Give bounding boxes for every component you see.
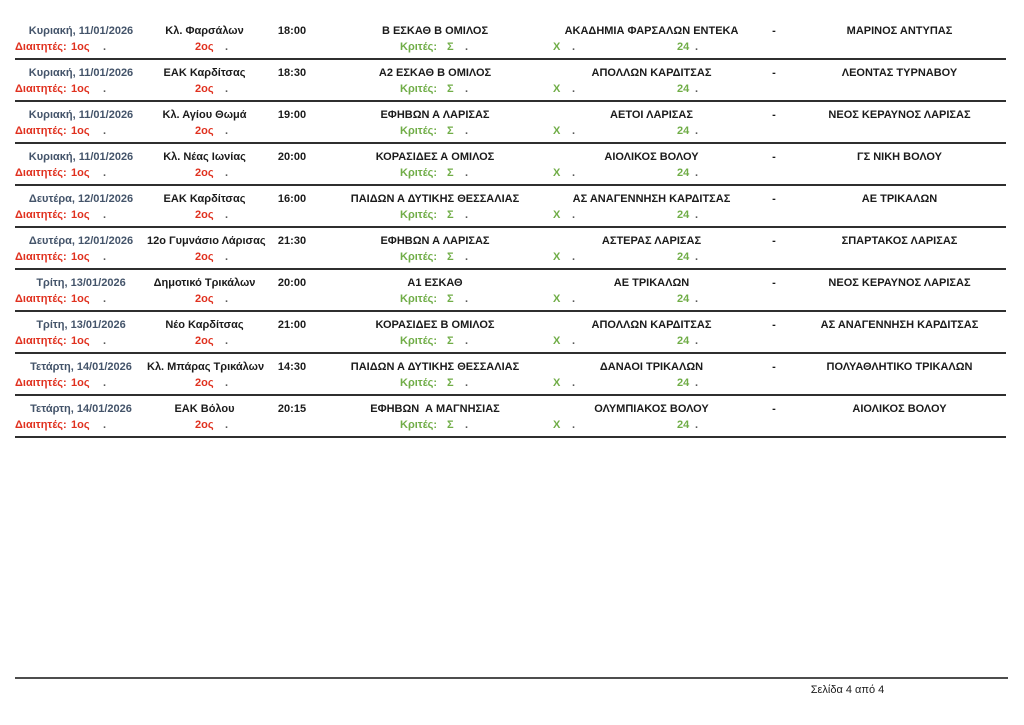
game-row bbox=[15, 190, 1006, 208]
game-row bbox=[15, 274, 1006, 292]
referee1-label: 1ος bbox=[71, 335, 90, 347]
game-block bbox=[15, 144, 1006, 186]
game-date: Δευτέρα, 12/01/2026 bbox=[28, 235, 134, 247]
referees-label: Διαιτητές: bbox=[15, 251, 67, 263]
vs-dash: - bbox=[772, 235, 776, 247]
judges-label: Κριτές: bbox=[400, 335, 438, 347]
judge-scorer-label: Σ bbox=[447, 209, 454, 221]
referee1-label: 1ος bbox=[71, 419, 90, 431]
away-team: ΠΟΛΥΑΘΛΗΤΙΚΟ ΤΡΙΚΑΛΩΝ bbox=[826, 361, 973, 373]
officials-row bbox=[15, 250, 1006, 265]
judge-24sec-blank: . bbox=[695, 83, 699, 95]
game-time: 20:00 bbox=[277, 277, 307, 289]
game-row bbox=[15, 358, 1006, 376]
judge-scorer-blank: . bbox=[465, 293, 469, 305]
judge-timer-blank: . bbox=[572, 83, 576, 95]
officials-row bbox=[15, 40, 1006, 55]
judge-scorer-label: Σ bbox=[447, 41, 454, 53]
game-date: Τετάρτη, 14/01/2026 bbox=[30, 361, 132, 373]
judge-timer-blank: . bbox=[572, 335, 576, 347]
referee2-label: 2ος bbox=[195, 83, 214, 95]
judge-24sec-blank: . bbox=[695, 377, 699, 389]
referee2-blank: . bbox=[225, 293, 229, 305]
referee1-blank: . bbox=[103, 419, 107, 431]
judge-scorer-blank: . bbox=[465, 167, 469, 179]
game-category: ΕΦΗΒΩΝ Α ΛΑΡΙΣΑΣ bbox=[380, 235, 490, 247]
referees-label: Διαιτητές: bbox=[15, 167, 67, 179]
judge-24sec-label: 24 bbox=[677, 419, 690, 431]
judge-timer-blank: . bbox=[572, 419, 576, 431]
judge-timer-label: Χ bbox=[553, 209, 561, 221]
game-date: Κυριακή, 11/01/2026 bbox=[28, 67, 134, 79]
referee2-label: 2ος bbox=[195, 335, 214, 347]
away-team: ΜΑΡΙΝΟΣ ΑΝΤΥΠΑΣ bbox=[846, 25, 953, 37]
game-date: Κυριακή, 11/01/2026 bbox=[28, 151, 134, 163]
judge-timer-blank: . bbox=[572, 125, 576, 137]
referee1-blank: . bbox=[103, 209, 107, 221]
judges-label: Κριτές: bbox=[400, 209, 438, 221]
officials-row bbox=[15, 334, 1006, 349]
judge-scorer-label: Σ bbox=[447, 335, 454, 347]
judge-timer-blank: . bbox=[572, 167, 576, 179]
referee1-blank: . bbox=[103, 377, 107, 389]
game-block bbox=[15, 396, 1006, 438]
referee2-label: 2ος bbox=[195, 209, 214, 221]
home-team: ΑΙΟΛΙΚΟΣ ΒΟΛΟΥ bbox=[604, 151, 699, 163]
referees-label: Διαιτητές: bbox=[15, 41, 67, 53]
vs-dash: - bbox=[772, 361, 776, 373]
referee2-blank: . bbox=[225, 41, 229, 53]
judge-24sec-blank: . bbox=[695, 209, 699, 221]
referee2-label: 2ος bbox=[195, 377, 214, 389]
game-time: 18:30 bbox=[277, 67, 307, 79]
vs-dash: - bbox=[772, 319, 776, 331]
judge-24sec-blank: . bbox=[695, 419, 699, 431]
home-team: ΑΚΑΔΗΜΙΑ ΦΑΡΣΑΛΩΝ ΕΝΤΕΚΑ bbox=[564, 25, 739, 37]
judges-label: Κριτές: bbox=[400, 419, 438, 431]
judge-timer-blank: . bbox=[572, 293, 576, 305]
game-venue: ΕΑΚ Βόλου bbox=[174, 403, 235, 415]
away-team: ΓΣ ΝΙΚΗ ΒΟΛΟΥ bbox=[856, 151, 943, 163]
judge-timer-label: Χ bbox=[553, 83, 561, 95]
game-venue: Κλ. Μπάρας Τρικάλων bbox=[147, 361, 265, 373]
referees-label: Διαιτητές: bbox=[15, 335, 67, 347]
judge-24sec-label: 24 bbox=[677, 209, 690, 221]
referee1-label: 1ος bbox=[71, 167, 90, 179]
game-venue: Κλ. Φαρσάλων bbox=[165, 25, 244, 37]
referee2-label: 2ος bbox=[195, 251, 214, 263]
judge-scorer-label: Σ bbox=[447, 83, 454, 95]
officials-row bbox=[15, 418, 1006, 433]
home-team: ΔΑΝΑΟΙ ΤΡΙΚΑΛΩΝ bbox=[599, 361, 704, 373]
game-venue: ΕΑΚ Καρδίτσας bbox=[163, 193, 246, 205]
game-time: 21:30 bbox=[277, 235, 307, 247]
game-venue: Δημοτικό Τρικάλων bbox=[153, 277, 256, 289]
game-category: ΕΦΗΒΩΝ Α ΛΑΡΙΣΑΣ bbox=[380, 109, 490, 121]
judge-24sec-label: 24 bbox=[677, 377, 690, 389]
referee2-blank: . bbox=[225, 209, 229, 221]
judge-scorer-label: Σ bbox=[447, 293, 454, 305]
game-block bbox=[15, 102, 1006, 144]
judge-timer-blank: . bbox=[572, 209, 576, 221]
vs-dash: - bbox=[772, 277, 776, 289]
judge-scorer-label: Σ bbox=[447, 419, 454, 431]
game-date: Κυριακή, 11/01/2026 bbox=[28, 25, 134, 37]
game-block bbox=[15, 270, 1006, 312]
officials-row bbox=[15, 82, 1006, 97]
judges-label: Κριτές: bbox=[400, 377, 438, 389]
judge-timer-label: Χ bbox=[553, 419, 561, 431]
referee2-blank: . bbox=[225, 251, 229, 263]
game-time: 20:00 bbox=[277, 151, 307, 163]
game-category: ΠΑΙΔΩΝ Α ΔΥΤΙΚΗΣ ΘΕΣΣΑΛΙΑΣ bbox=[350, 361, 520, 373]
game-date: Τετάρτη, 14/01/2026 bbox=[30, 403, 132, 415]
vs-dash: - bbox=[772, 25, 776, 37]
game-time: 16:00 bbox=[277, 193, 307, 205]
judges-label: Κριτές: bbox=[400, 125, 438, 137]
judge-24sec-label: 24 bbox=[677, 83, 690, 95]
judge-24sec-blank: . bbox=[695, 125, 699, 137]
referees-label: Διαιτητές: bbox=[15, 419, 67, 431]
judge-scorer-blank: . bbox=[465, 209, 469, 221]
game-venue: Νέο Καρδίτσας bbox=[165, 319, 244, 331]
away-team: ΛΕΟΝΤΑΣ ΤΥΡΝΑΒΟΥ bbox=[841, 67, 958, 79]
referee1-label: 1ος bbox=[71, 251, 90, 263]
referee2-blank: . bbox=[225, 419, 229, 431]
game-row bbox=[15, 400, 1006, 418]
game-date: Κυριακή, 11/01/2026 bbox=[28, 109, 134, 121]
game-time: 20:15 bbox=[277, 403, 307, 415]
judge-24sec-blank: . bbox=[695, 335, 699, 347]
referee1-blank: . bbox=[103, 167, 107, 179]
referee2-blank: . bbox=[225, 377, 229, 389]
judge-scorer-blank: . bbox=[465, 419, 469, 431]
game-row bbox=[15, 22, 1006, 40]
judge-timer-blank: . bbox=[572, 41, 576, 53]
game-venue: Κλ. Αγίου Θωμά bbox=[162, 109, 247, 121]
referee2-label: 2ος bbox=[195, 125, 214, 137]
referee1-label: 1ος bbox=[71, 209, 90, 221]
game-block bbox=[15, 186, 1006, 228]
judge-timer-label: Χ bbox=[553, 293, 561, 305]
game-row bbox=[15, 148, 1006, 166]
game-venue: ΕΑΚ Καρδίτσας bbox=[163, 67, 246, 79]
game-row bbox=[15, 316, 1006, 334]
schedule-table bbox=[15, 18, 1006, 438]
away-team: ΑΣ ΑΝΑΓΕΝΝΗΣΗ ΚΑΡΔΙΤΣΑΣ bbox=[820, 319, 979, 331]
officials-row bbox=[15, 208, 1006, 223]
game-row bbox=[15, 232, 1006, 250]
home-team: ΟΛΥΜΠΙΑΚΟΣ ΒΟΛΟΥ bbox=[594, 403, 709, 415]
game-date: Δευτέρα, 12/01/2026 bbox=[28, 193, 134, 205]
judge-timer-label: Χ bbox=[553, 377, 561, 389]
judge-24sec-label: 24 bbox=[677, 293, 690, 305]
referee1-label: 1ος bbox=[71, 293, 90, 305]
game-category: Α1 ΕΣΚΑΘ bbox=[407, 277, 463, 289]
judge-24sec-label: 24 bbox=[677, 41, 690, 53]
game-category: ΕΦΗΒΩΝ Α ΜΑΓΝΗΣΙΑΣ bbox=[370, 403, 500, 415]
judges-label: Κριτές: bbox=[400, 293, 438, 305]
game-block bbox=[15, 18, 1006, 60]
referee1-blank: . bbox=[103, 125, 107, 137]
judge-24sec-blank: . bbox=[695, 293, 699, 305]
game-category: ΠΑΙΔΩΝ Α ΔΥΤΙΚΗΣ ΘΕΣΣΑΛΙΑΣ bbox=[350, 193, 520, 205]
vs-dash: - bbox=[772, 151, 776, 163]
referee1-label: 1ος bbox=[71, 41, 90, 53]
away-team: ΑΕ ΤΡΙΚΑΛΩΝ bbox=[861, 193, 938, 205]
referee2-label: 2ος bbox=[195, 41, 214, 53]
home-team: ΑΕ ΤΡΙΚΑΛΩΝ bbox=[613, 277, 690, 289]
page-number: Σελίδα 4 από 4 bbox=[810, 684, 885, 696]
judge-scorer-label: Σ bbox=[447, 125, 454, 137]
judge-scorer-blank: . bbox=[465, 125, 469, 137]
game-time: 21:00 bbox=[277, 319, 307, 331]
game-block bbox=[15, 60, 1006, 102]
game-block bbox=[15, 354, 1006, 396]
game-time: 14:30 bbox=[277, 361, 307, 373]
judge-timer-label: Χ bbox=[553, 251, 561, 263]
judge-timer-label: Χ bbox=[553, 167, 561, 179]
game-date: Τρίτη, 13/01/2026 bbox=[36, 277, 126, 289]
judge-scorer-blank: . bbox=[465, 83, 469, 95]
referee2-label: 2ος bbox=[195, 293, 214, 305]
game-block bbox=[15, 228, 1006, 270]
judge-24sec-blank: . bbox=[695, 251, 699, 263]
away-team: ΝΕΟΣ ΚΕΡΑΥΝΟΣ ΛΑΡΙΣΑΣ bbox=[828, 109, 971, 121]
game-time: 19:00 bbox=[277, 109, 307, 121]
judge-scorer-blank: . bbox=[465, 251, 469, 263]
away-team: ΑΙΟΛΙΚΟΣ ΒΟΛΟΥ bbox=[852, 403, 947, 415]
judges-label: Κριτές: bbox=[400, 41, 438, 53]
officials-row bbox=[15, 124, 1006, 139]
game-category: Α2 ΕΣΚΑΘ Β ΟΜΙΛΟΣ bbox=[378, 67, 492, 79]
judge-24sec-label: 24 bbox=[677, 125, 690, 137]
judge-24sec-blank: . bbox=[695, 167, 699, 179]
game-row bbox=[15, 106, 1006, 124]
game-date: Τρίτη, 13/01/2026 bbox=[36, 319, 126, 331]
vs-dash: - bbox=[772, 193, 776, 205]
referee2-blank: . bbox=[225, 335, 229, 347]
game-category: Β ΕΣΚΑΘ Β ΟΜΙΛΟΣ bbox=[381, 25, 489, 37]
game-venue: 12ο Γυμνάσιο Λάρισας bbox=[147, 235, 266, 247]
judge-timer-label: Χ bbox=[553, 41, 561, 53]
referee2-blank: . bbox=[225, 125, 229, 137]
referees-label: Διαιτητές: bbox=[15, 293, 67, 305]
judge-timer-blank: . bbox=[572, 377, 576, 389]
referee1-label: 1ος bbox=[71, 83, 90, 95]
judge-timer-label: Χ bbox=[553, 335, 561, 347]
home-team: ΑΣ ΑΝΑΓΕΝΝΗΣΗ ΚΑΡΔΙΤΣΑΣ bbox=[572, 193, 731, 205]
referee1-blank: . bbox=[103, 41, 107, 53]
home-team: ΑΠΟΛΛΩΝ ΚΑΡΔΙΤΣΑΣ bbox=[591, 67, 712, 79]
judges-label: Κριτές: bbox=[400, 83, 438, 95]
away-team: ΣΠΑΡΤΑΚΟΣ ΛΑΡΙΣΑΣ bbox=[841, 235, 958, 247]
judge-24sec-label: 24 bbox=[677, 335, 690, 347]
vs-dash: - bbox=[772, 109, 776, 121]
game-category: ΚΟΡΑΣΙΔΕΣ Α ΟΜΙΛΟΣ bbox=[375, 151, 495, 163]
referee1-label: 1ος bbox=[71, 377, 90, 389]
judges-label: Κριτές: bbox=[400, 251, 438, 263]
home-team: ΑΕΤΟΙ ΛΑΡΙΣΑΣ bbox=[610, 109, 693, 121]
referees-label: Διαιτητές: bbox=[15, 377, 67, 389]
footer-rule bbox=[15, 677, 1008, 679]
referee1-blank: . bbox=[103, 251, 107, 263]
judges-label: Κριτές: bbox=[400, 167, 438, 179]
officials-row bbox=[15, 292, 1006, 307]
referees-label: Διαιτητές: bbox=[15, 125, 67, 137]
officials-row bbox=[15, 376, 1006, 391]
judge-24sec-blank: . bbox=[695, 41, 699, 53]
game-time: 18:00 bbox=[277, 25, 307, 37]
game-block bbox=[15, 312, 1006, 354]
judge-timer-label: Χ bbox=[553, 125, 561, 137]
judge-scorer-blank: . bbox=[465, 335, 469, 347]
referees-label: Διαιτητές: bbox=[15, 83, 67, 95]
referees-label: Διαιτητές: bbox=[15, 209, 67, 221]
officials-row bbox=[15, 166, 1006, 181]
game-category: ΚΟΡΑΣΙΔΕΣ Β ΟΜΙΛΟΣ bbox=[375, 319, 495, 331]
judge-scorer-blank: . bbox=[465, 377, 469, 389]
referee2-blank: . bbox=[225, 83, 229, 95]
judge-scorer-label: Σ bbox=[447, 251, 454, 263]
referee1-blank: . bbox=[103, 335, 107, 347]
judge-24sec-label: 24 bbox=[677, 251, 690, 263]
home-team: ΑΣΤΕΡΑΣ ΛΑΡΙΣΑΣ bbox=[601, 235, 702, 247]
game-row bbox=[15, 64, 1006, 82]
judge-scorer-blank: . bbox=[465, 41, 469, 53]
judge-scorer-label: Σ bbox=[447, 377, 454, 389]
referee2-label: 2ος bbox=[195, 167, 214, 179]
referee2-blank: . bbox=[225, 167, 229, 179]
away-team: ΝΕΟΣ ΚΕΡΑΥΝΟΣ ΛΑΡΙΣΑΣ bbox=[828, 277, 971, 289]
judge-timer-blank: . bbox=[572, 251, 576, 263]
referee1-blank: . bbox=[103, 293, 107, 305]
home-team: ΑΠΟΛΛΩΝ ΚΑΡΔΙΤΣΑΣ bbox=[591, 319, 712, 331]
game-venue: Κλ. Νέας Ιωνίας bbox=[163, 151, 246, 163]
judge-scorer-label: Σ bbox=[447, 167, 454, 179]
vs-dash: - bbox=[772, 403, 776, 415]
referee2-label: 2ος bbox=[195, 419, 214, 431]
referee1-blank: . bbox=[103, 83, 107, 95]
vs-dash: - bbox=[772, 67, 776, 79]
referee1-label: 1ος bbox=[71, 125, 90, 137]
judge-24sec-label: 24 bbox=[677, 167, 690, 179]
